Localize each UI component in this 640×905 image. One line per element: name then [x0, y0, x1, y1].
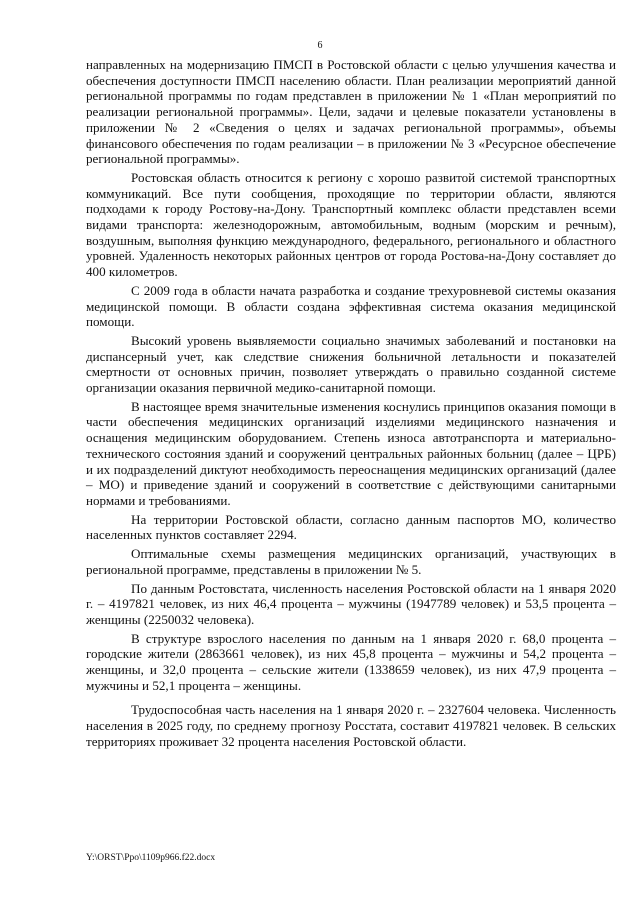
paragraph-equipment-changes: В настоящее время значительные изменения коснулись принципов оказания помощи в части обеспечения медицинских организаций изделиями медицинского назначения и оснащения медицинским оборудованием. Степень износа автотранспорта и материально-технического состояния зданий и сооружений центральных районных больниц (далее – ЦРБ) и их подразделений диктуют необходимость переоснащения медицинских организаций (далее – МО) и приведение зданий и сооружений в соответствие с действующими санитарными нормами и требованиями.	[86, 398, 616, 508]
paragraph-detection-level: Высокий уровень выявляемости социально значимых заболеваний и постановки на диспансерный учет, как следствие снижения больничной летальности и показателей смертности от основных причин, позволяет утверждать о правильно созданной системе организации оказания первичной медико-санитарной помощи.	[86, 332, 616, 396]
paragraph-working-population: Трудоспособная часть населения на 1 января 2020 г. – 2327604 человека. Численность населения в 2025 году, по среднему прогнозу Росстата, составит 4197821 человек. В сельских территориях проживает 32 процента населения Ростовской области.	[86, 702, 616, 749]
document-body	[86, 57, 616, 753]
paragraph-settlements-count: На территории Ростовской области, согласно данным паспортов МО, количество населенных пунктов составляет 2294.	[86, 511, 616, 543]
page-number: 6	[317, 40, 323, 51]
paragraph-transport: Ростовская область относится к региону с хорошо развитой системой транспортных коммуникаций. Все пути сообщения, проходящие по территории области, являются подходами к городу Ростову-на-Дону. Транспортный комплекс области представлен всеми видами транспорта: железнодорожным, автомобильным, водным (морским и речным), воздушным, выполняя функцию международного, федерального, регионального и областного уровней. Удаленность некоторых районных центров от города Ростова-на-Дону составляет до 400 километров.	[86, 169, 616, 280]
paragraph-placement-schemes: Оптимальные схемы размещения медицинских организаций, участвующих в региональной программе, представлены в приложении № 5.	[86, 546, 616, 577]
paragraph-three-level-system: С 2009 года в области начата разработка и создание трехуровневой системы оказания медицинской помощи. В области создана эффективная система оказания медицинской помощи.	[86, 282, 616, 330]
paragraph-population: По данным Ростовстата, численность населения Ростовской области на 1 января 2020 г. – 4197821 человек, из них 46,4 процента – мужчины (1947789 человек) и 53,5 процента – женщины (2250032 человека).	[86, 580, 616, 627]
paragraph-adult-structure: В структуре взрослого населения по данным на 1 января 2020 г. 68,0 процента – городские жители (2863661 человек), из них 45,8 процента – мужчины и 54,2 процента – женщины, и 32,0 процента – сельские жители (1338659 человек), из них 47,9 процента – мужчины и 52,1 процента – женщины.	[86, 630, 616, 693]
paragraph-program-appendices: направленных на модернизацию ПМСП в Ростовской области с целью улучшения качества и обеспечения доступности ПМСП населению области. План реализации мероприятий данной региональной программы по годам представлен в приложении № 1 «План мероприятий по реализации региональной программы». Цели, задачи и целевые показатели установлены в приложении № 2 «Сведения о целях и задачах региональной программы», объемы финансового обеспечения по годам реализации – в приложении № 3 «Ресурсное обеспечение региональной программы».	[86, 57, 616, 167]
footer-file-path: Y:\ORST\Ppo\1109p966.f22.docx	[86, 853, 216, 863]
